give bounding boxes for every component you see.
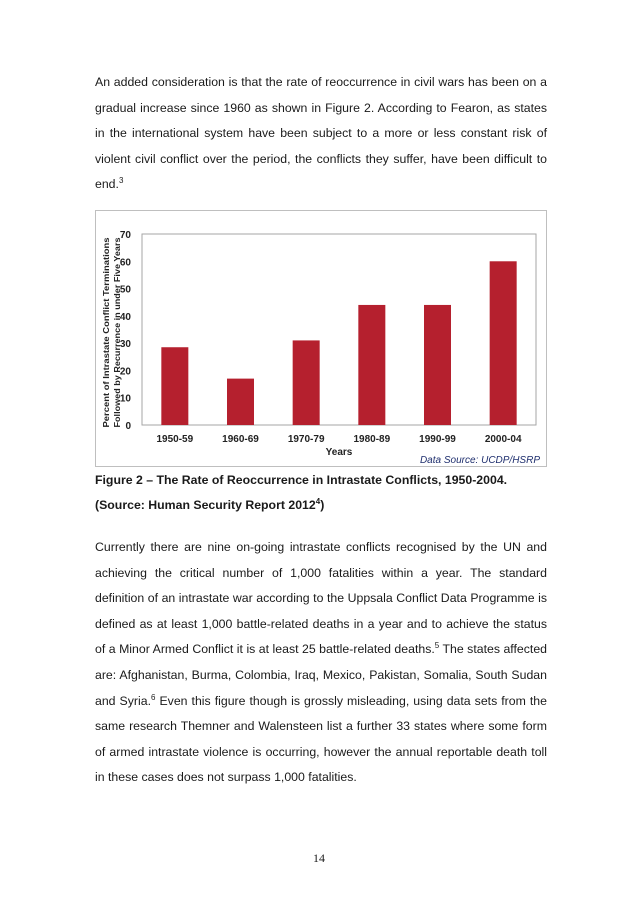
x-tick-label: 1950-59 [156,434,194,445]
paragraph-conflicts-text-2: The states affected are: Afghanistan, Burma, Colombia, Iraq, Mexico, Pakistan, Somalia, South Sudan and Syria. [95,642,547,708]
footnote-ref: 3 [118,176,124,186]
bar-1980-89 [358,305,385,425]
figure-caption: Figure 2 – The Rate of Reoccurrence in Intrastate Conflicts, 1950-2004. [95,473,508,487]
plot-area [142,234,536,425]
y-axis-title-line2: Followed by Recurrence in under Five Years [112,249,122,428]
figure-source-text: (Source: Human Security Report 2012 [95,498,316,512]
x-axis-title: Years [325,447,353,458]
bar-chart-svg [96,211,548,468]
x-tick-label: 2000-04 [484,434,522,445]
x-tick-label: 1960-69 [222,434,259,445]
y-tick-label: 10 [119,393,131,405]
paragraph-conflicts-text-3: Even this figure though is grossly misleading, using data sets from the same research Themner and Walensteen list a further 33 states where some form of armed intrastate violence is occurring, however the annual reportable death toll in these cases does not surpass 1,000 fatalities. [95,693,547,785]
x-tick-label: 1980-89 [353,434,391,445]
y-tick-label: 40 [119,311,131,323]
footnote-ref: 6 [150,692,156,702]
y-tick-label: 20 [119,366,131,378]
x-axis-ticks [156,434,521,445]
x-tick-label: 1970-79 [287,434,325,445]
figure-source-close: ) [320,498,325,512]
y-tick-label: 30 [119,339,131,351]
paragraph-intro-text: An added consideration is that the rate of reoccurrence in civil wars has been on a gradual increase since 1960 as shown in Figure 2. According to Fearon, as states in the international system have been subject to a more or less constant risk of violent civil conflict over the period, the conflicts they suffer, have been difficult to end. [95,75,547,192]
bar-1970-79 [293,340,320,425]
bar-series [161,261,516,425]
page-number: 14 [313,851,325,865]
x-tick-label: 1990-99 [419,434,456,445]
bar-1960-69 [227,379,254,425]
y-axis-title-line1: Percent of Intrastate Conflict Terminations [101,256,111,428]
y-axis-title [101,237,122,427]
paragraph-intro [95,70,547,198]
paragraph-conflicts [95,535,547,791]
y-tick-label: 50 [119,284,131,296]
y-tick-label: 0 [125,421,131,432]
footnote-ref: 4 [315,496,321,506]
figure-2-chart [95,210,547,467]
data-source-note: Data Source: UCDP/HSRP [419,455,540,466]
paragraph-conflicts-text-1: Currently there are nine on-going intrastate conflicts recognised by the UN and achieving the critical number of 1,000 fatalities within a year. The standard definition of an intrastate war according to the Uppsala Conflict Data Programme is defined as at least 1,000 battle-related deaths in a year and to achieve the status of a Minor Armed Conflict it is at least 25 battle-related deaths. [95,540,547,657]
bar-2000-04 [490,261,517,425]
bar-1950-59 [161,347,188,425]
bar-1990-99 [424,305,451,425]
y-tick-label: 70 [119,230,131,241]
footnote-ref: 5 [434,641,440,651]
figure-source [95,496,555,514]
y-tick-label: 60 [119,257,131,269]
